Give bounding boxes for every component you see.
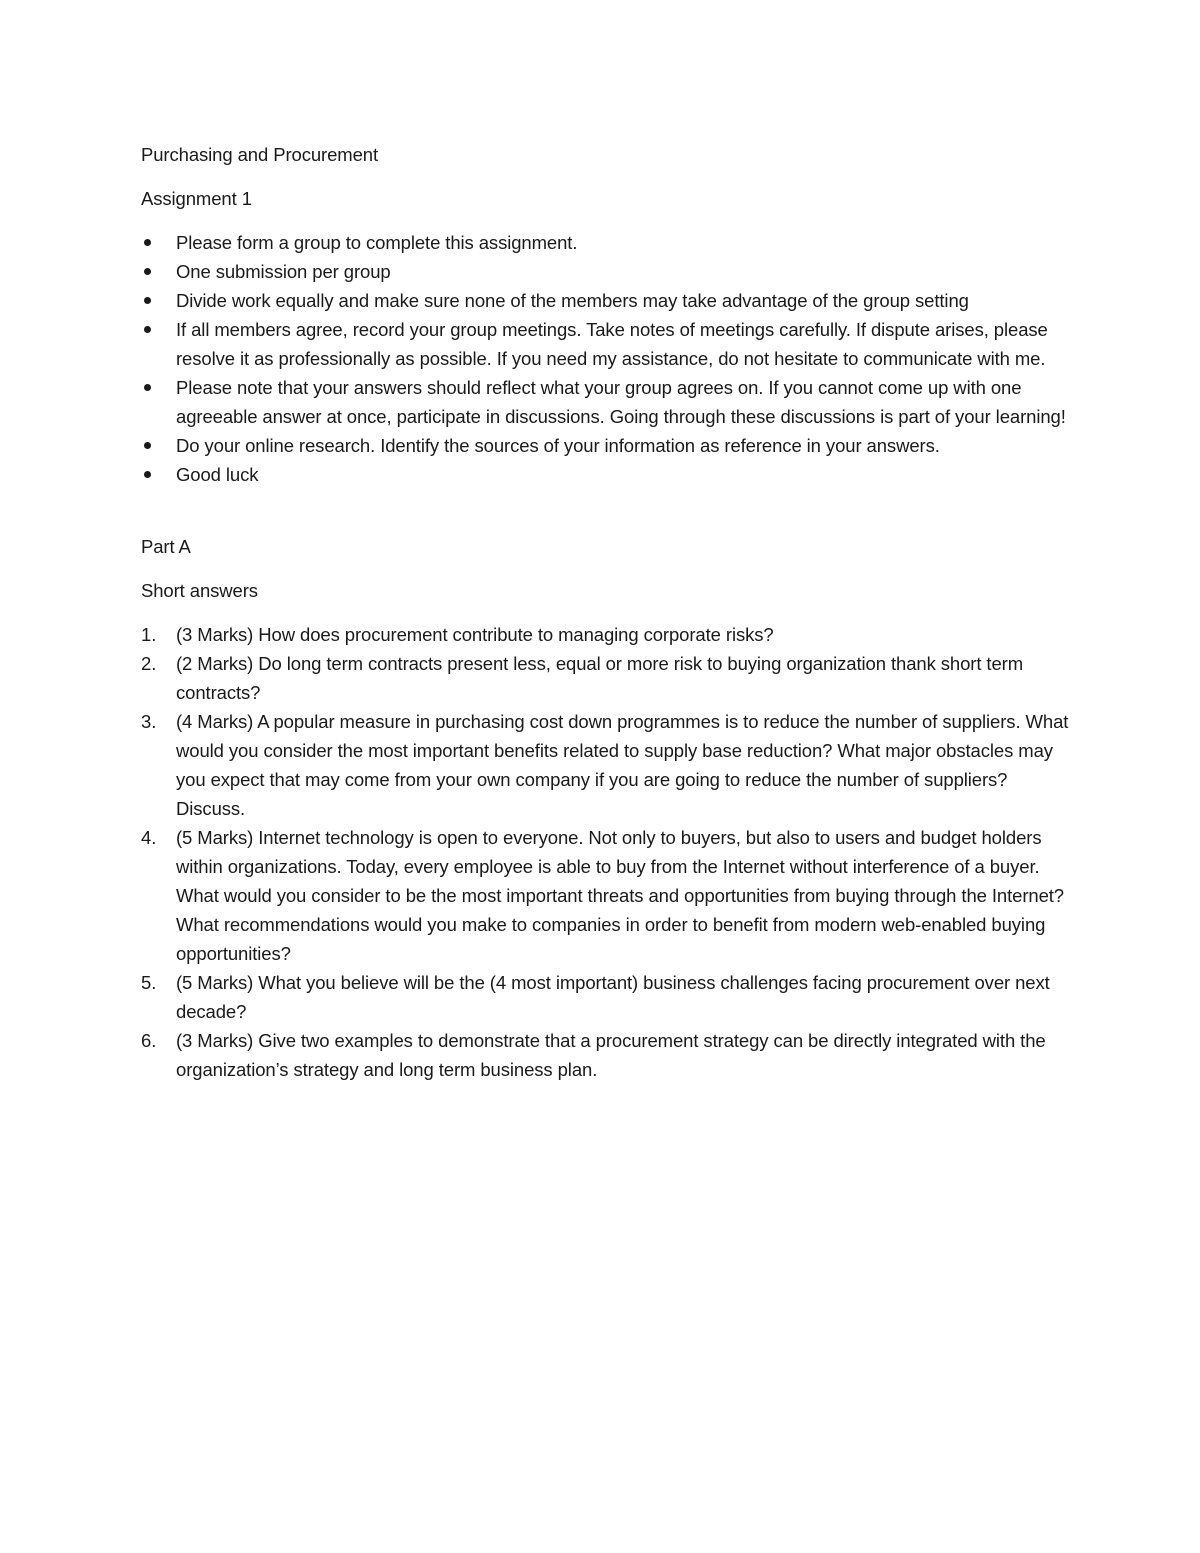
bullet-icon [144, 268, 151, 275]
question-number: 5. [141, 972, 157, 993]
question-text: (3 Marks) Give two examples to demonstrate that a procurement strategy can be directly integrated with the organization’s strategy and long term business plan. [176, 1030, 1046, 1080]
question-text: (4 Marks) A popular measure in purchasing cost down programmes is to reduce the number of suppliers. What would you consider the most important benefits related to supply base reduction? What major obstacles may you expect that may come from your own company if you are going to reduce the number of suppliers? Discuss. [176, 711, 1069, 819]
question-text: (2 Marks) Do long term contracts present less, equal or more risk to buying organization thank short term contracts? [176, 653, 1024, 703]
question-item [141, 707, 1071, 823]
bullet-icon [144, 297, 151, 304]
question-text: (3 Marks) How does procurement contribute to managing corporate risks? [176, 624, 774, 645]
instruction-item [141, 373, 1071, 431]
question-number: 6. [141, 1030, 157, 1051]
instruction-item [141, 228, 1071, 257]
bullet-icon [144, 326, 151, 333]
question-number: 2. [141, 653, 157, 674]
spacer [141, 504, 1071, 532]
instruction-text: Please form a group to complete this assignment. [176, 232, 578, 253]
question-item [141, 1026, 1071, 1084]
instruction-item [141, 460, 1071, 489]
bullet-icon [144, 384, 151, 391]
instruction-item [141, 431, 1071, 460]
instruction-item [141, 315, 1071, 373]
question-number: 4. [141, 827, 157, 848]
instruction-text: Do your online research. Identify the sources of your information as reference in your answers. [176, 435, 940, 456]
question-item [141, 649, 1071, 707]
document-page [141, 140, 1071, 1099]
instruction-item [141, 286, 1071, 315]
question-text: (5 Marks) Internet technology is open to everyone. Not only to buyers, but also to users and budget holders within organizations. Today, every employee is able to buy from the Internet without interference of a buyer. What would you consider to be the most important threats and opportunities from buying through the Internet? What recommendations would you make to companies in order to benefit from modern web-enabled buying opportunities? [176, 827, 1064, 964]
section-title: Short answers [141, 580, 258, 601]
course-title: Purchasing and Procurement [141, 144, 379, 165]
assignment-title: Assignment 1 [141, 188, 252, 209]
part-title: Part A [141, 536, 191, 557]
bullet-icon [144, 239, 151, 246]
question-number: 3. [141, 711, 157, 732]
instruction-item [141, 257, 1071, 286]
instruction-text: Good luck [176, 464, 259, 485]
question-item [141, 968, 1071, 1026]
bullet-icon [144, 471, 151, 478]
bullet-icon [144, 442, 151, 449]
instructions-list [141, 228, 1071, 489]
instruction-text: If all members agree, record your group meetings. Take notes of meetings carefully. If dispute arises, please resolve it as professionally as possible. If you need my assistance, do not hesitate to communicate with me. [176, 319, 1048, 369]
question-item [141, 823, 1071, 968]
question-text: (5 Marks) What you believe will be the (4 most important) business challenges facing procurement over next decade? [176, 972, 1050, 1022]
instruction-text: Divide work equally and make sure none of the members may take advantage of the group setting [176, 290, 969, 311]
instruction-text: One submission per group [176, 261, 391, 282]
questions-list [141, 620, 1071, 1084]
instruction-text: Please note that your answers should reflect what your group agrees on. If you cannot come up with one agreeable answer at once, participate in discussions. Going through these discussions is part of your learning! [176, 377, 1066, 427]
question-item [141, 620, 1071, 649]
question-number: 1. [141, 624, 157, 645]
